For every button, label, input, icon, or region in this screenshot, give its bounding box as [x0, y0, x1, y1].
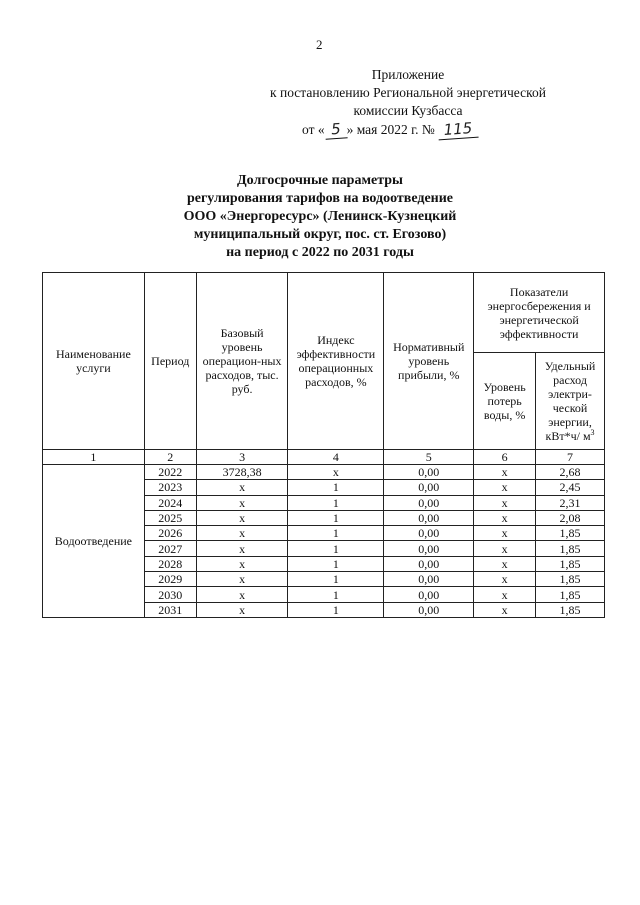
cell-electricity: 1,85 — [536, 556, 605, 571]
cell-index: 1 — [288, 526, 384, 541]
header-efficiency-index: Индекс эффективности операционных расходов, % — [288, 273, 384, 450]
cell-loss: х — [474, 602, 536, 617]
appendix-title: Приложение — [371, 67, 445, 82]
column-number: 5 — [384, 450, 474, 465]
header-profit: Нормативный уровень прибыли, % — [384, 273, 474, 450]
cell-profit: 0,00 — [384, 465, 474, 480]
header-water-loss: Уровень потерь воды, % — [474, 353, 536, 450]
column-number: 2 — [144, 450, 196, 465]
date-day-handwritten: 5 — [324, 119, 347, 139]
cell-loss: х — [474, 480, 536, 495]
cell-profit: 0,00 — [384, 510, 474, 525]
cell-period: 2030 — [144, 587, 196, 602]
cell-index: 1 — [288, 495, 384, 510]
column-number: 4 — [288, 450, 384, 465]
table-row — [43, 465, 605, 480]
cell-electricity: 2,45 — [536, 480, 605, 495]
cell-index: 1 — [288, 556, 384, 571]
title-line-3: ООО «Энергоресурс» (Ленинск-Кузнецкий — [183, 209, 457, 224]
cell-index: 1 — [288, 602, 384, 617]
cell-period: 2025 — [144, 510, 196, 525]
cell-period: 2024 — [144, 495, 196, 510]
cell-index: х — [288, 465, 384, 480]
cell-profit: 0,00 — [384, 572, 474, 587]
cell-base-cost: х — [196, 480, 288, 495]
cell-base-cost: х — [196, 556, 288, 571]
title-line-5: на период с 2022 по 2031 годы — [226, 245, 414, 260]
date-mid: » мая 2022 г. № — [346, 122, 435, 137]
cell-period: 2031 — [144, 602, 196, 617]
cell-period: 2027 — [144, 541, 196, 556]
cell-loss: х — [474, 526, 536, 541]
date-prefix: от « — [302, 122, 325, 137]
cell-base-cost: х — [196, 572, 288, 587]
cell-base-cost: 3728,38 — [196, 465, 288, 480]
title-line-2: регулирования тарифов на водоотведение — [186, 191, 454, 206]
service-name-cell: Водоотведение — [43, 465, 145, 618]
cell-index: 1 — [288, 510, 384, 525]
cell-profit: 0,00 — [384, 495, 474, 510]
cell-electricity: 1,85 — [536, 587, 605, 602]
cell-loss: х — [474, 541, 536, 556]
cell-period: 2028 — [144, 556, 196, 571]
cell-profit: 0,00 — [384, 587, 474, 602]
cell-electricity: 1,85 — [536, 526, 605, 541]
parameters-table — [42, 272, 605, 618]
doc-number-handwritten: 115 — [438, 119, 479, 141]
cell-electricity: 2,08 — [536, 510, 605, 525]
cell-electricity: 1,85 — [536, 541, 605, 556]
column-numbers-row — [43, 450, 605, 465]
column-number: 6 — [474, 450, 536, 465]
cell-base-cost: х — [196, 541, 288, 556]
column-number: 1 — [43, 450, 145, 465]
cell-loss: х — [474, 465, 536, 480]
cell-base-cost: х — [196, 495, 288, 510]
title-line-1: Долгосрочные параметры — [237, 173, 403, 188]
cell-loss: х — [474, 495, 536, 510]
cell-loss: х — [474, 556, 536, 571]
header-electricity-text: Удельный расход электри-ческой энергии, кВт*ч/ м — [544, 359, 596, 443]
cell-base-cost: х — [196, 602, 288, 617]
cell-profit: 0,00 — [384, 541, 474, 556]
cell-profit: 0,00 — [384, 602, 474, 617]
table-body — [43, 465, 605, 618]
cell-base-cost: х — [196, 510, 288, 525]
cell-electricity: 1,85 — [536, 602, 605, 617]
cell-loss: х — [474, 587, 536, 602]
cell-profit: 0,00 — [384, 480, 474, 495]
header-electricity-sup: 3 — [590, 428, 595, 437]
appendix-commission: комиссии Кузбасса — [353, 103, 463, 118]
cell-profit: 0,00 — [384, 526, 474, 541]
document-title — [120, 172, 520, 262]
page-number: 2 — [316, 37, 323, 52]
cell-index: 1 — [288, 541, 384, 556]
header-service: Наименование услуги — [43, 273, 145, 450]
cell-period: 2029 — [144, 572, 196, 587]
cell-electricity: 2,31 — [536, 495, 605, 510]
cell-electricity: 1,85 — [536, 572, 605, 587]
cell-period: 2026 — [144, 526, 196, 541]
header-energy-group: Показатели энергосбережения и энергетической эффективности — [474, 273, 605, 353]
header-period: Период — [144, 273, 196, 450]
cell-profit: 0,00 — [384, 556, 474, 571]
cell-loss: х — [474, 572, 536, 587]
appendix-date-line — [302, 120, 568, 139]
cell-loss: х — [474, 510, 536, 525]
cell-period: 2022 — [144, 465, 196, 480]
cell-base-cost: х — [196, 587, 288, 602]
header-electricity — [536, 353, 605, 450]
column-number: 3 — [196, 450, 288, 465]
cell-base-cost: х — [196, 526, 288, 541]
header-base-cost: Базовый уровень операцион-ных расходов, тыс. руб. — [196, 273, 288, 450]
cell-electricity: 2,68 — [536, 465, 605, 480]
cell-index: 1 — [288, 480, 384, 495]
appendix-header — [248, 66, 568, 139]
title-line-4: муниципальный округ, пос. ст. Егозово) — [193, 227, 447, 242]
cell-index: 1 — [288, 572, 384, 587]
column-number: 7 — [536, 450, 605, 465]
cell-index: 1 — [288, 587, 384, 602]
appendix-resolution: к постановлению Региональной энергетической — [270, 85, 546, 100]
cell-period: 2023 — [144, 480, 196, 495]
